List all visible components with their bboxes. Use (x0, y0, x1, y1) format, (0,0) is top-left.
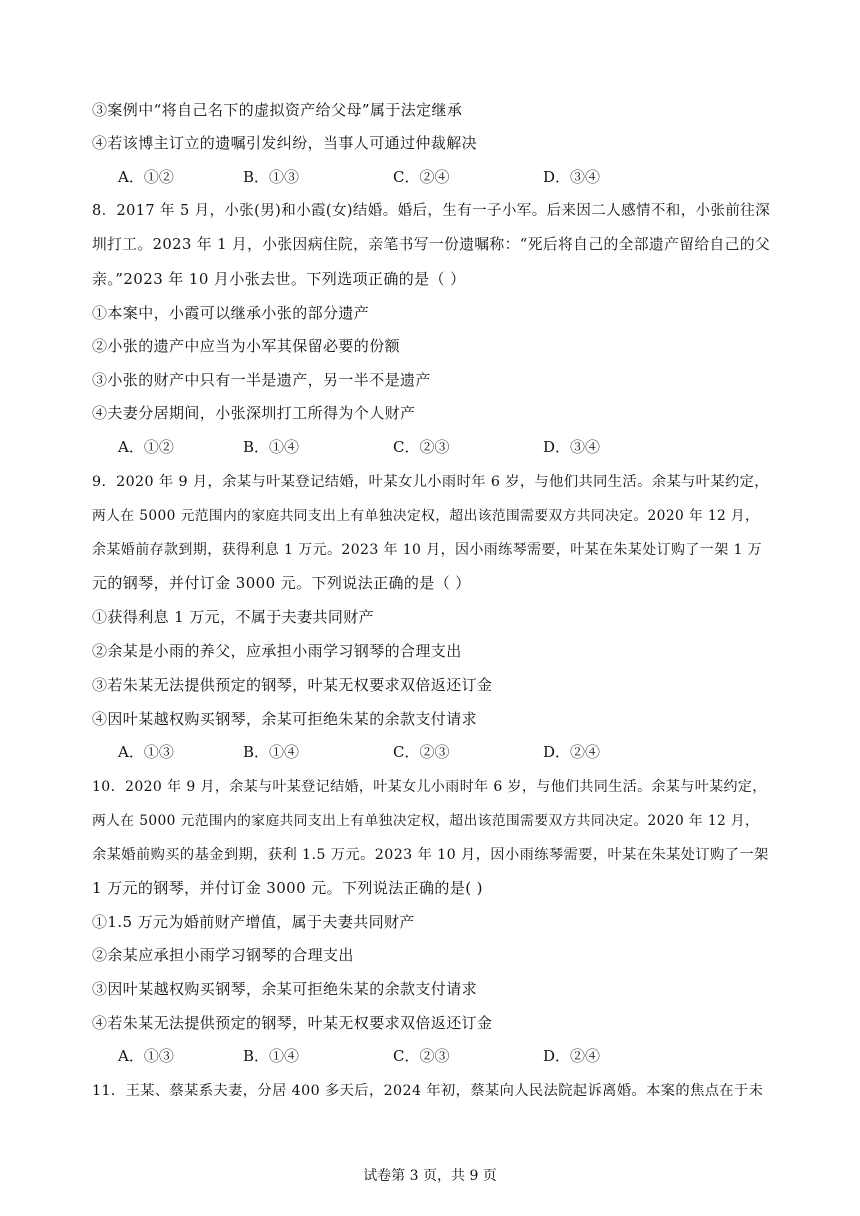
q8-statement-2: ②小张的遗产中应当为小军其保留必要的份额 (92, 337, 401, 355)
q9-statement-2: ②余某是小雨的养父，应承担小雨学习钢琴的合理支出 (92, 642, 462, 660)
q9-stem-line-1: 9．2020 年 9 月，余某与叶某登记结婚，叶某女儿小雨时年 6 岁，与他们共同生活。余某与叶某约定， (92, 474, 769, 490)
q10-statement-4: ④若朱某无法提供预定的钢琴，叶某无权要求双倍返还订金 (92, 1014, 493, 1032)
option-c: C．②③ (393, 1047, 450, 1065)
q9-stem-line-2: 两人在 5000 元范围内的家庭共同支出上有单独决定权，超出该范围需要双方共同决定。2020 年 12 月， (92, 508, 760, 524)
option-c: C．②④ (393, 168, 450, 186)
q10-stem-line-3: 余某婚前购买的基金到期，获利 1.5 万元。2023 年 10 月，因小雨练琴需要，叶某在朱某处订购了一架 (92, 847, 769, 863)
q10-stem-line-2: 两人在 5000 元范围内的家庭共同支出上有单独决定权，超出该范围需要双方共同决定。2020 年 12 月， (92, 813, 760, 829)
q8-statement-4: ④夫妻分居期间，小张深圳打工所得为个人财产 (92, 404, 416, 422)
q7-statement-4: ④若该博主订立的遗嘱引发纠纷，当事人可通过仲裁解决 (92, 134, 478, 152)
option-c: C．②③ (393, 438, 450, 456)
option-b: B．①③ (243, 168, 300, 186)
q10-statement-2: ②余某应承担小雨学习钢琴的合理支出 (92, 946, 354, 964)
q9-stem-line-3: 余某婚前存款到期，获得利息 1 万元。2023 年 10 月，因小雨练琴需要，叶某在朱某处订购了一架 1 万 (92, 542, 763, 558)
option-c: C．②③ (393, 743, 450, 761)
q10-stem-line-1: 10．2020 年 9 月，余某与叶某登记结婚，叶某女儿小雨时年 6 岁，与他们共同生活。余某与叶某约定， (92, 779, 767, 795)
q8-statement-1: ①本案中，小霞可以继承小张的部分遗产 (92, 304, 370, 322)
q8-stem-line-1: 8．2017 年 5 月，小张(男)和小霞(女)结婚。婚后，生有一子小军。后来因二人感情不和，小张前往深 (92, 203, 771, 219)
q9-statement-1: ①获得利息 1 万元，不属于夫妻共同财产 (92, 608, 375, 626)
q9-statement-3: ③若朱某无法提供预定的钢琴，叶某无权要求双倍返还订金 (92, 676, 493, 694)
q9-statement-4: ④因叶某越权购买钢琴，余某可拒绝朱某的余款支付请求 (92, 710, 478, 728)
q11-stem-line-1: 11．王某、蔡某系夫妻，分居 400 多天后，2024 年初，蔡某向人民法院起诉离婚。本案的焦点在于未 (92, 1083, 764, 1099)
option-a: A．①② (118, 168, 174, 186)
option-a: A．①③ (118, 1047, 174, 1065)
option-d: D．③④ (543, 438, 601, 456)
option-b: B．①④ (243, 743, 300, 761)
option-b: B．①④ (243, 438, 300, 456)
q10-stem-line-4: 1 万元的钢琴，并付订金 3000 元。下列说法正确的是( ) (92, 879, 483, 897)
q8-statement-3: ③小张的财产中只有一半是遗产，另一半不是遗产 (92, 371, 431, 389)
option-d: D．②④ (543, 743, 601, 761)
q10-statement-1: ①1.5 万元为婚前财产增值，属于夫妻共同财产 (92, 913, 415, 931)
q8-stem-line-2: 圳打工。2023 年 1 月，小张因病住院，亲笔书写一份遗嘱称：“死后将自己的全部遗产留给自己的父 (92, 236, 771, 253)
q10-statement-3: ③因叶某越权购买钢琴，余某可拒绝朱某的余款支付请求 (92, 980, 478, 998)
option-a: A．①② (118, 438, 174, 456)
q9-stem-line-4: 元的钢琴，并付订金 3000 元。下列说法正确的是（ ） (92, 574, 471, 592)
option-a: A．①③ (118, 743, 174, 761)
q8-stem-line-3: 亲。”2023 年 10 月小张去世。下列选项正确的是（ ） (92, 270, 466, 288)
option-d: D．③④ (543, 168, 601, 186)
q7-statement-3: ③案例中“将自己名下的虚拟资产给父母”属于法定继承 (92, 101, 463, 119)
option-b: B．①④ (243, 1047, 300, 1065)
option-d: D．②④ (543, 1047, 601, 1065)
page-footer: 试卷第 3 页，共 9 页 (363, 1168, 497, 1184)
